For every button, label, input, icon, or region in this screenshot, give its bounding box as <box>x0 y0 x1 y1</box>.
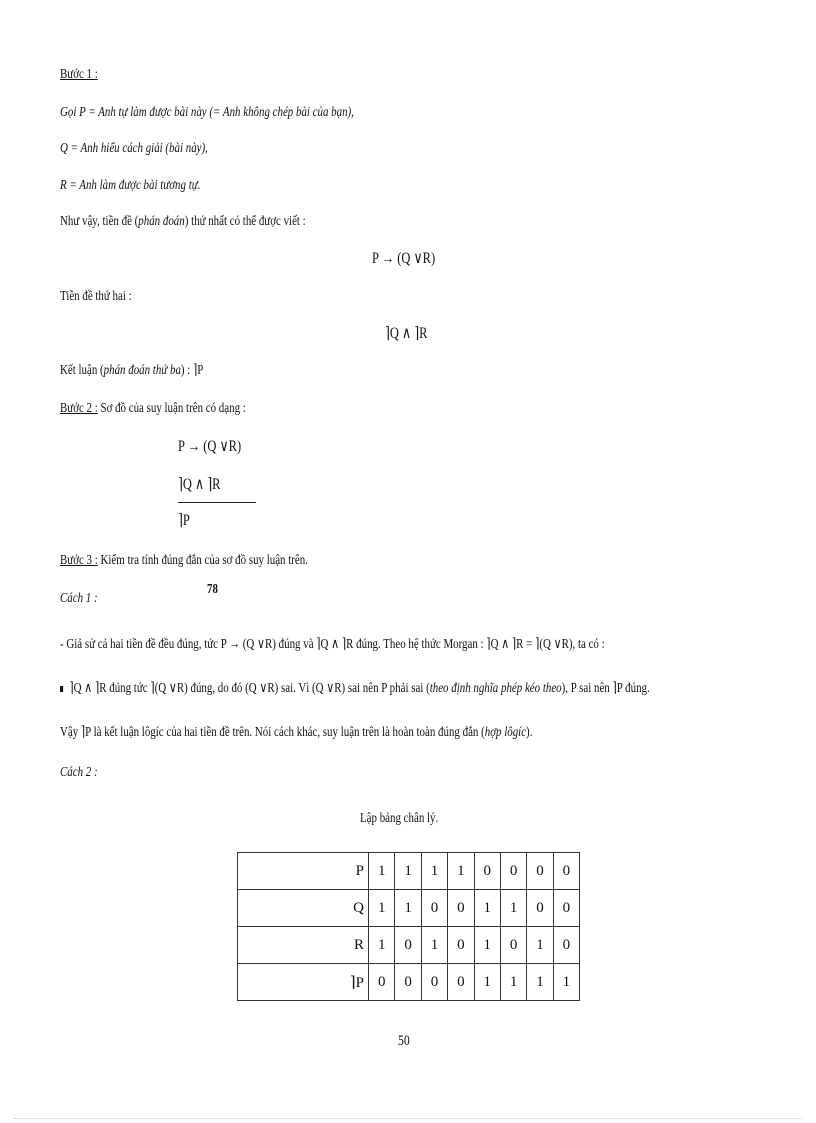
table-cell: 1 <box>474 890 500 927</box>
q-definition: Q = Anh hiểu cách giải (bài này), <box>60 141 208 156</box>
table-cell: 0 <box>369 964 395 1001</box>
table-row <box>238 927 580 964</box>
table-cell: 1 <box>421 853 447 890</box>
table-cell: 0 <box>500 927 526 964</box>
table-cell: 1 <box>395 853 421 890</box>
premise1-formula: P → (Q ∨R) <box>372 250 436 267</box>
r-definition: R = Anh làm được bài tương tự. <box>60 178 201 193</box>
table-cell: 0 <box>421 890 447 927</box>
conclusion: Kết luận (phán đoán thứ ba) : ⌉P <box>60 363 204 378</box>
table-cell: 1 <box>527 927 553 964</box>
premise2-formula: ⌉Q ∧ ⌉R <box>385 325 428 342</box>
step2-line: Bước 2 : Sơ đồ của suy luận trên có dạng : <box>60 401 246 416</box>
table-cell: 0 <box>527 853 553 890</box>
page-marker: 78 <box>207 582 218 597</box>
table-row <box>238 853 580 890</box>
table-cell: 1 <box>448 853 474 890</box>
table-cell: 0 <box>448 964 474 1001</box>
table-cell: 1 <box>369 927 395 964</box>
table-cell: 0 <box>500 853 526 890</box>
table-cell: 1 <box>395 890 421 927</box>
method1-label: Cách 1 : <box>60 591 98 606</box>
table-cell: 1 <box>474 927 500 964</box>
truth-table <box>237 852 580 1001</box>
row-label: R <box>238 927 369 964</box>
table-cell: 0 <box>553 890 579 927</box>
table-cell: 1 <box>527 964 553 1001</box>
table-cell: 0 <box>553 927 579 964</box>
table-cell: 1 <box>421 927 447 964</box>
premise1-intro: Như vậy, tiền đề (phán đoán) thứ nhất có thể được viết : <box>60 214 306 229</box>
scheme-line-3: ⌉P <box>178 512 190 529</box>
table-cell: 1 <box>500 964 526 1001</box>
table-cell: 1 <box>553 964 579 1001</box>
table-cell: 0 <box>553 853 579 890</box>
step3-heading: Bước 3 : <box>60 553 98 568</box>
table-row <box>238 890 580 927</box>
table-row <box>238 964 580 1001</box>
scheme-line-1: P → (Q ∨R) <box>178 438 242 455</box>
table-cell: 0 <box>527 890 553 927</box>
scheme-line-2: ⌉Q ∧ ⌉R <box>178 476 221 493</box>
p-definition: Gọi P = Anh tự làm được bài này (= Anh không chép bài của bạn), <box>60 105 354 120</box>
row-label: Q <box>238 890 369 927</box>
page-number: 50 <box>398 1033 410 1049</box>
table-caption: Lập bảng chân lý. <box>360 811 439 826</box>
table-cell: 0 <box>395 927 421 964</box>
table-cell: 0 <box>474 853 500 890</box>
paragraph-1: - Giả sử cả hai tiền đề đều đúng, tức P → (Q ∨R) đúng và ⌉Q ∧ ⌉R đúng. Theo hệ thức Morgan : ⌉Q ∧ ⌉R = ⌉(Q ∨R), ta có : <box>60 637 605 652</box>
table-cell: 0 <box>395 964 421 1001</box>
row-label: P <box>238 853 369 890</box>
method2-label: Cách 2 : <box>60 765 98 780</box>
premise2-intro: Tiền đề thứ hai : <box>60 289 132 304</box>
row-label: ⌉P <box>238 964 369 1001</box>
step1-heading: Bước 1 : <box>60 67 98 82</box>
scheme-divider <box>178 502 256 503</box>
table-cell: 1 <box>369 853 395 890</box>
bullet-icon <box>60 686 63 692</box>
table-cell: 0 <box>448 927 474 964</box>
table-cell: 1 <box>474 964 500 1001</box>
step3-line: Bước 3 : Kiểm tra tính đúng đắn của sơ đồ suy luận trên. <box>60 553 308 568</box>
table-cell: 0 <box>421 964 447 1001</box>
table-cell: 1 <box>369 890 395 927</box>
page-bottom-border <box>14 1118 802 1119</box>
table-cell: 0 <box>448 890 474 927</box>
paragraph-2: ⌉Q ∧ ⌉R đúng tức ⌉(Q ∨R) đúng, do đó (Q ∨R) sai. Vì (Q ∨R) sai nên P phải sai (theo định nghĩa phép kéo theo), P sai nên ⌉P đúng. <box>60 680 816 698</box>
table-cell: 1 <box>500 890 526 927</box>
step2-heading: Bước 2 : <box>60 401 98 416</box>
paragraph-3: Vậy ⌉P là kết luận lôgíc của hai tiền đề trên. Nói cách khác, suy luận trên là hoàn toàn đúng đắn (hợp lôgíc). <box>60 725 533 740</box>
